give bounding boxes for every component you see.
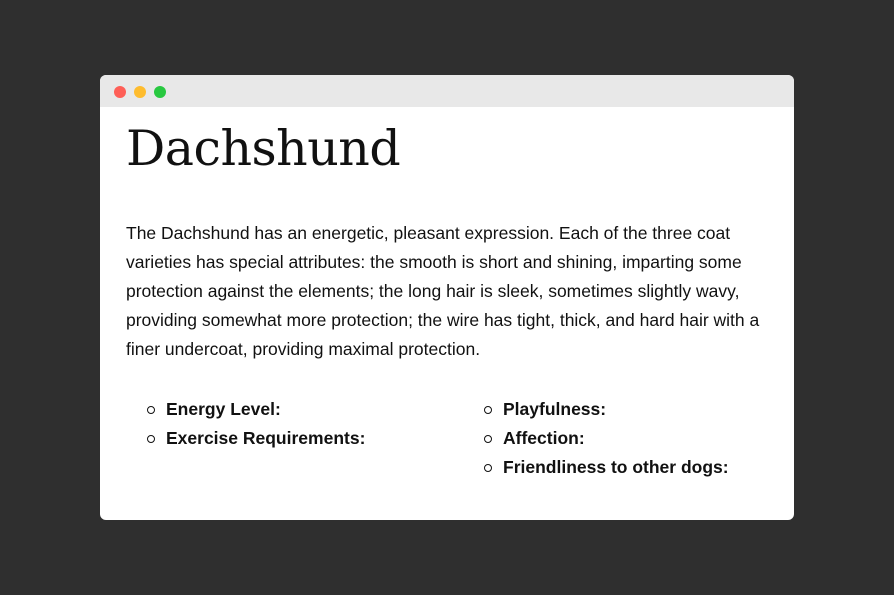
trait-item-exercise-requirements: Exercise Requirements: [146, 424, 483, 453]
window-titlebar[interactable] [100, 75, 794, 107]
close-window-button[interactable] [114, 86, 126, 98]
trait-item-friendliness: Friendliness to other dogs: [483, 453, 729, 482]
page-title: Dachshund [126, 120, 401, 177]
breed-description: The Dachshund has an energetic, pleasant expression. Each of the three coat varieties has special attributes: the smooth is short and shining, imparting some protection against the elements; the long hair is sleek, sometimes slightly wavy, providing somewhat more protection; the wire has tight, thick, and hard hair with a finer undercoat, providing maximal protection. [126, 223, 760, 359]
trait-list [126, 395, 769, 482]
trait-item-playfulness: Playfulness: [483, 395, 729, 424]
maximize-window-button[interactable] [154, 86, 166, 98]
trait-item-energy-level: Energy Level: [146, 395, 483, 424]
browser-window [100, 75, 794, 520]
trait-item-affection: Affection: [483, 424, 729, 453]
trait-column-left [126, 395, 483, 482]
page-content [100, 120, 794, 482]
minimize-window-button[interactable] [134, 86, 146, 98]
trait-column-right [483, 395, 729, 482]
